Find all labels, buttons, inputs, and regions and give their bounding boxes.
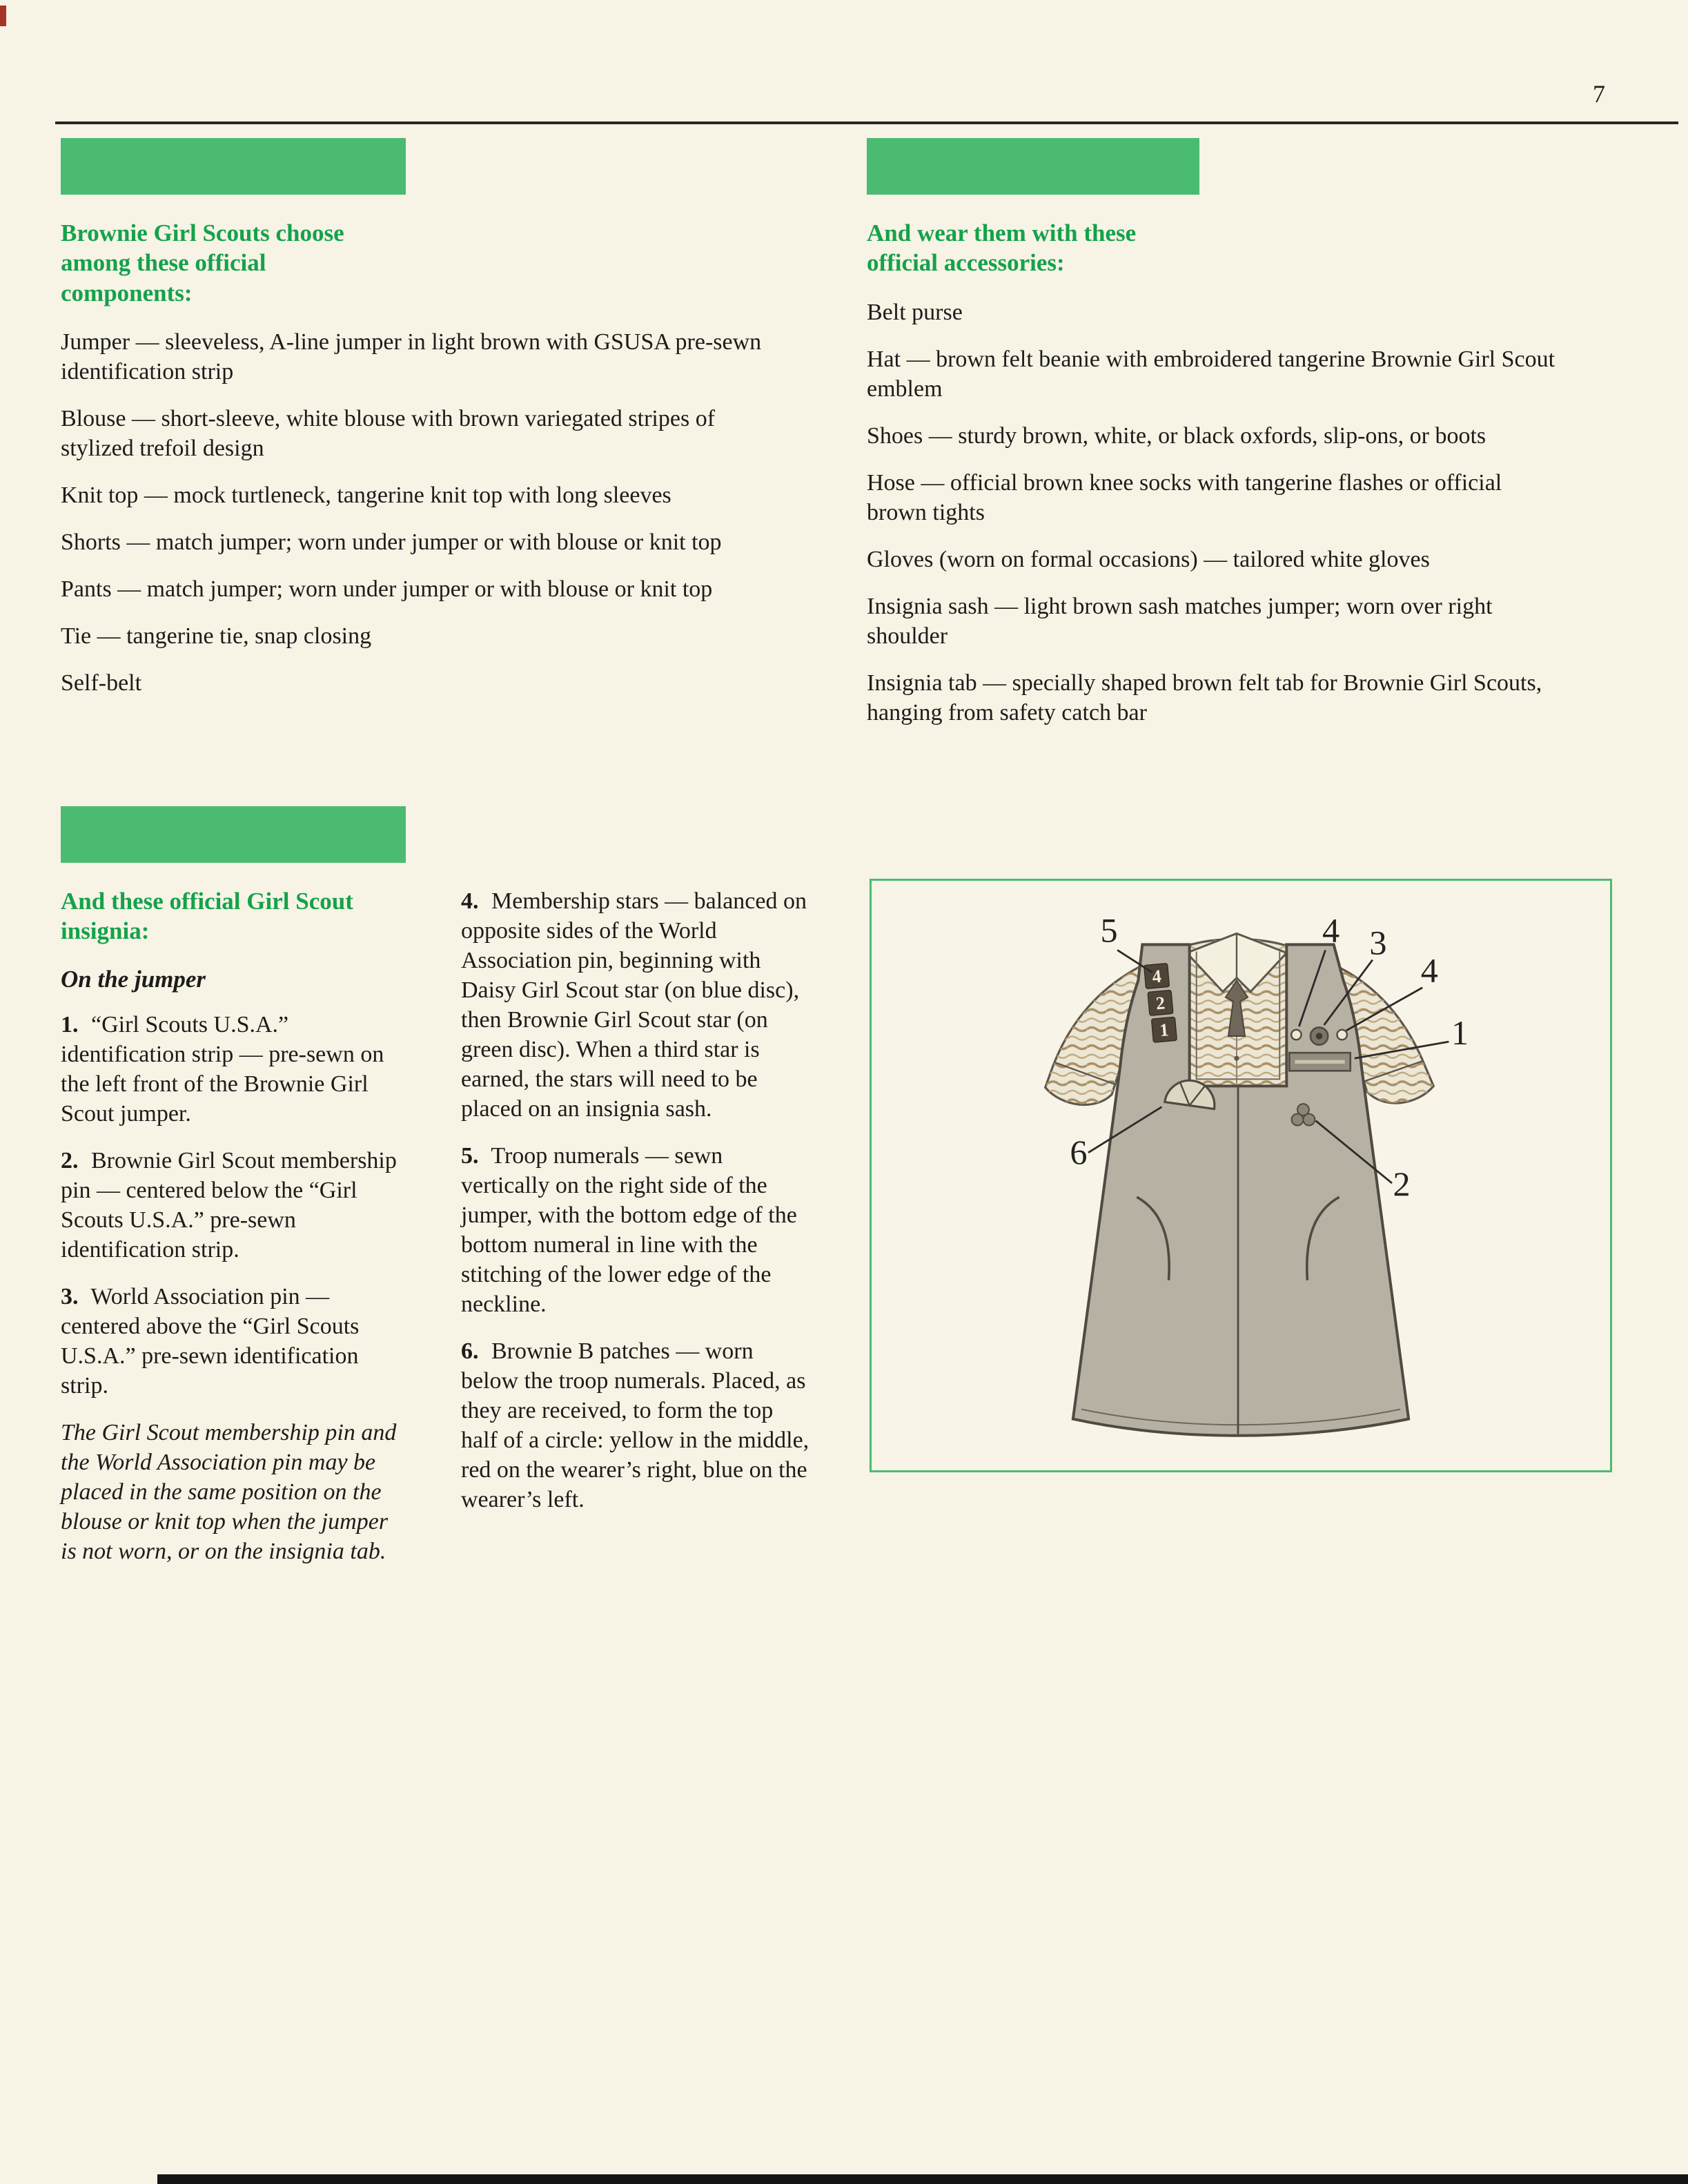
callout-4a: 4 [1322, 910, 1340, 950]
item-number: 6. [461, 1338, 479, 1364]
insignia-item-1 [61, 1010, 406, 1129]
troop-numeral-4: 4 [1151, 966, 1162, 987]
component-item-self-belt: Self-belt [61, 670, 142, 696]
item-number: 2. [61, 1147, 79, 1173]
item-number: 4. [461, 888, 479, 914]
membership-star-right [1337, 1030, 1346, 1040]
accessory-item-gloves: Gloves (worn on formal occasions) — tailored white gloves [867, 546, 1430, 572]
insignia-item-6 [461, 1336, 814, 1514]
green-bar-accessories [867, 138, 1199, 195]
world-association-pin [1311, 1027, 1328, 1044]
component-item-pants: Pants — match jumper; worn under jumper or with blouse or knit top [61, 576, 713, 603]
insignia-item-3 [61, 1282, 406, 1401]
insignia-item-2 [61, 1146, 406, 1265]
page-number: 7 [1593, 80, 1605, 108]
jumper-figure-box [870, 879, 1612, 1472]
callout-1: 1 [1451, 1013, 1469, 1053]
item-text: Brownie Girl Scout membership pin — centered below the “Girl Scouts U.S.A.” pre-sewn identification strip. [61, 1147, 397, 1262]
callout-5: 5 [1100, 910, 1118, 950]
item-text: World Association pin — centered above the “Girl Scouts U.S.A.” pre-sewn identification strip. [61, 1283, 360, 1398]
item-number: 5. [461, 1143, 479, 1169]
accessories-heading: And wear them with these official accessories: [867, 220, 1137, 277]
identification-strip [1289, 1053, 1350, 1071]
accessory-item-insignia-tab: Insignia tab — specially shaped brown felt tab for Brownie Girl Scouts, hanging from safety catch bar [867, 670, 1542, 725]
component-item-tie: Tie — tangerine tie, snap closing [61, 623, 372, 650]
insignia-subheading: On the jumper [61, 965, 206, 993]
item-text: Troop numerals — sewn vertically on the right side of the jumper, with the bottom edge of the bottom numeral in line with the stitching of the lower edge of the neckline. [461, 1143, 797, 1317]
green-bar-components [61, 138, 406, 195]
components-heading: Brownie Girl Scouts choose among these official components: [61, 220, 344, 306]
bottom-edge-bar [157, 2174, 1688, 2184]
green-bar-insignia [61, 806, 406, 863]
jumper-illustration [872, 881, 1610, 1470]
item-number: 1. [61, 1011, 79, 1037]
item-text: Membership stars — balanced on opposite sides of the World Association pin, beginning with Daisy Girl Scout star (on blue disc), then Brownie Girl Scout star (on green disc). When a third star is earned, the stars will need to be placed on an insignia sash. [461, 888, 807, 1122]
accessory-item-insignia-sash: Insignia sash — light brown sash matches jumper; worn over right shoulder [867, 593, 1493, 649]
insignia-heading: And these official Girl Scout insignia: [61, 888, 353, 945]
components-column [61, 138, 765, 745]
callout-3: 3 [1369, 923, 1387, 962]
callout-4b: 4 [1420, 950, 1438, 990]
callout-6: 6 [1070, 1132, 1088, 1171]
component-item-knit-top: Knit top — mock turtleneck, tangerine knit top with long sleeves [61, 482, 671, 509]
top-rule [55, 121, 1678, 124]
item-text: Brownie B patches — worn below the troop numerals. Placed, as they are received, to form the top half of a circle: yellow in the middle, red on the wearer’s right, blue on the wearer’s left. [461, 1338, 809, 1512]
component-item-blouse: Blouse — short-sleeve, white blouse with brown variegated stripes of stylized trefoil design [61, 406, 716, 462]
callout-2: 2 [1393, 1164, 1411, 1204]
insignia-item-4 [461, 886, 814, 1124]
membership-star-left [1291, 1030, 1301, 1040]
accessory-item-hose: Hose — official brown knee socks with tangerine flashes or official brown tights [867, 469, 1502, 525]
insignia-note: The Girl Scout membership pin and the World Association pin may be placed in the same position on the blouse or knit top when the jumper is not worn, or on the insignia tab. [61, 1419, 397, 1564]
corner-mark [0, 6, 6, 26]
component-item-shorts: Shorts — match jumper; worn under jumper or with blouse or knit top [61, 529, 722, 556]
accessory-item-shoes: Shoes — sturdy brown, white, or black oxfords, slip-ons, or boots [867, 422, 1486, 449]
accessory-item-hat: Hat — brown felt beanie with embroidered tangerine Brownie Girl Scout emblem [867, 346, 1555, 402]
item-number: 3. [61, 1283, 79, 1309]
accessories-column [867, 138, 1557, 745]
insignia-section [61, 806, 1633, 1566]
insignia-column-figure [870, 806, 1612, 1472]
component-item-jumper: Jumper — sleeveless, A-line jumper in light brown with GSUSA pre-sewn identification strip [61, 329, 762, 385]
item-text: “Girl Scouts U.S.A.” identification strip — pre-sewn on the left front of the Brownie Girl Scout jumper. [61, 1011, 384, 1127]
troop-numeral-1: 1 [1159, 1020, 1170, 1041]
insignia-column-middle [461, 806, 814, 1532]
insignia-item-5 [461, 1141, 814, 1319]
accessory-item-belt-purse: Belt purse [867, 299, 963, 325]
blouse-button [1234, 1056, 1239, 1061]
uniform-components-section [61, 138, 1633, 745]
troop-numeral-2: 2 [1155, 993, 1166, 1014]
insignia-column-left [61, 806, 406, 1566]
